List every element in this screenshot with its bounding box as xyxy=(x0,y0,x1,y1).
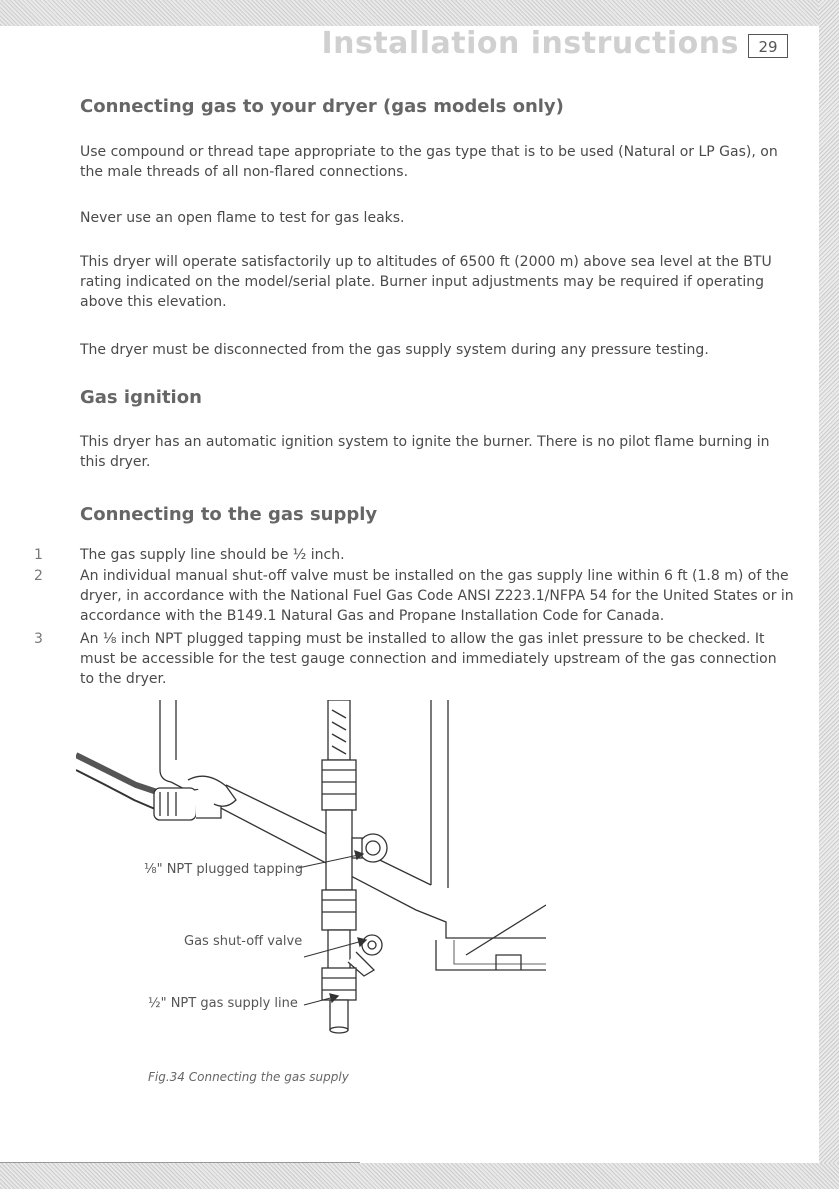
page-header-title: Installation instructions xyxy=(321,26,739,61)
step-number: 2 xyxy=(34,568,43,584)
label-plugged-tapping: ⅛" NPT plugged tapping xyxy=(144,862,304,877)
label-supply-line: ½" NPT gas supply line xyxy=(148,996,298,1011)
step-text: The gas supply line should be ½ inch. xyxy=(80,547,345,563)
page-border-top xyxy=(0,0,839,26)
paragraph-no-flame: Never use an open flame to test for gas leaks. xyxy=(80,210,405,226)
section-heading-gas-ignition: Gas ignition xyxy=(80,387,202,408)
step-number: 1 xyxy=(34,547,43,563)
paragraph-compound: Use compound or thread tape appropriate to the gas type that is to be used (Natural or LP Gas), on the male threads of all non-flared connections. xyxy=(80,144,778,180)
paragraph-pressure-testing: The dryer must be disconnected from the gas supply system during any pressure testing. xyxy=(80,342,709,358)
figure-caption: Fig.34 Connecting the gas supply xyxy=(148,1070,349,1084)
step-number: 3 xyxy=(34,631,43,647)
label-shutoff-valve: Gas shut-off valve xyxy=(184,934,303,949)
paragraph-altitude: This dryer will operate satisfactorily up to altitudes of 6500 ft (2000 m) above sea level at the BTU rating indicated on the model/serial plate. Burner input adjustments may be required if operating above this elevation. xyxy=(80,254,772,310)
section-heading-gas-supply: Connecting to the gas supply xyxy=(80,504,378,525)
section-heading-gas-connection: Connecting gas to your dryer (gas models only) xyxy=(80,96,564,117)
paragraph-ignition: This dryer has an automatic ignition system to ignite the burner. There is no pilot flame burning in this dryer. xyxy=(80,434,770,470)
page-border-right xyxy=(819,0,839,1189)
gas-connection-figure xyxy=(76,700,546,1040)
step-text: An ⅛ inch NPT plugged tapping must be installed to allow the gas inlet pressure to be checked. It must be accessible for the test gauge connection and immediately upstream of the gas connection to the dryer. xyxy=(80,631,777,687)
page-number: 29 xyxy=(748,34,788,58)
step-text: An individual manual shut-off valve must be installed on the gas supply line within 6 ft (1.8 m) of the dryer, in accordance with the National Fuel Gas Code ANSI Z223.1/NFPA 54 for the United States or in accordance with the B149.1 Natural Gas and Propane Installation Code for Canada. xyxy=(80,568,794,624)
bottom-rule xyxy=(0,1162,360,1163)
page-border-bottom xyxy=(0,1163,839,1189)
